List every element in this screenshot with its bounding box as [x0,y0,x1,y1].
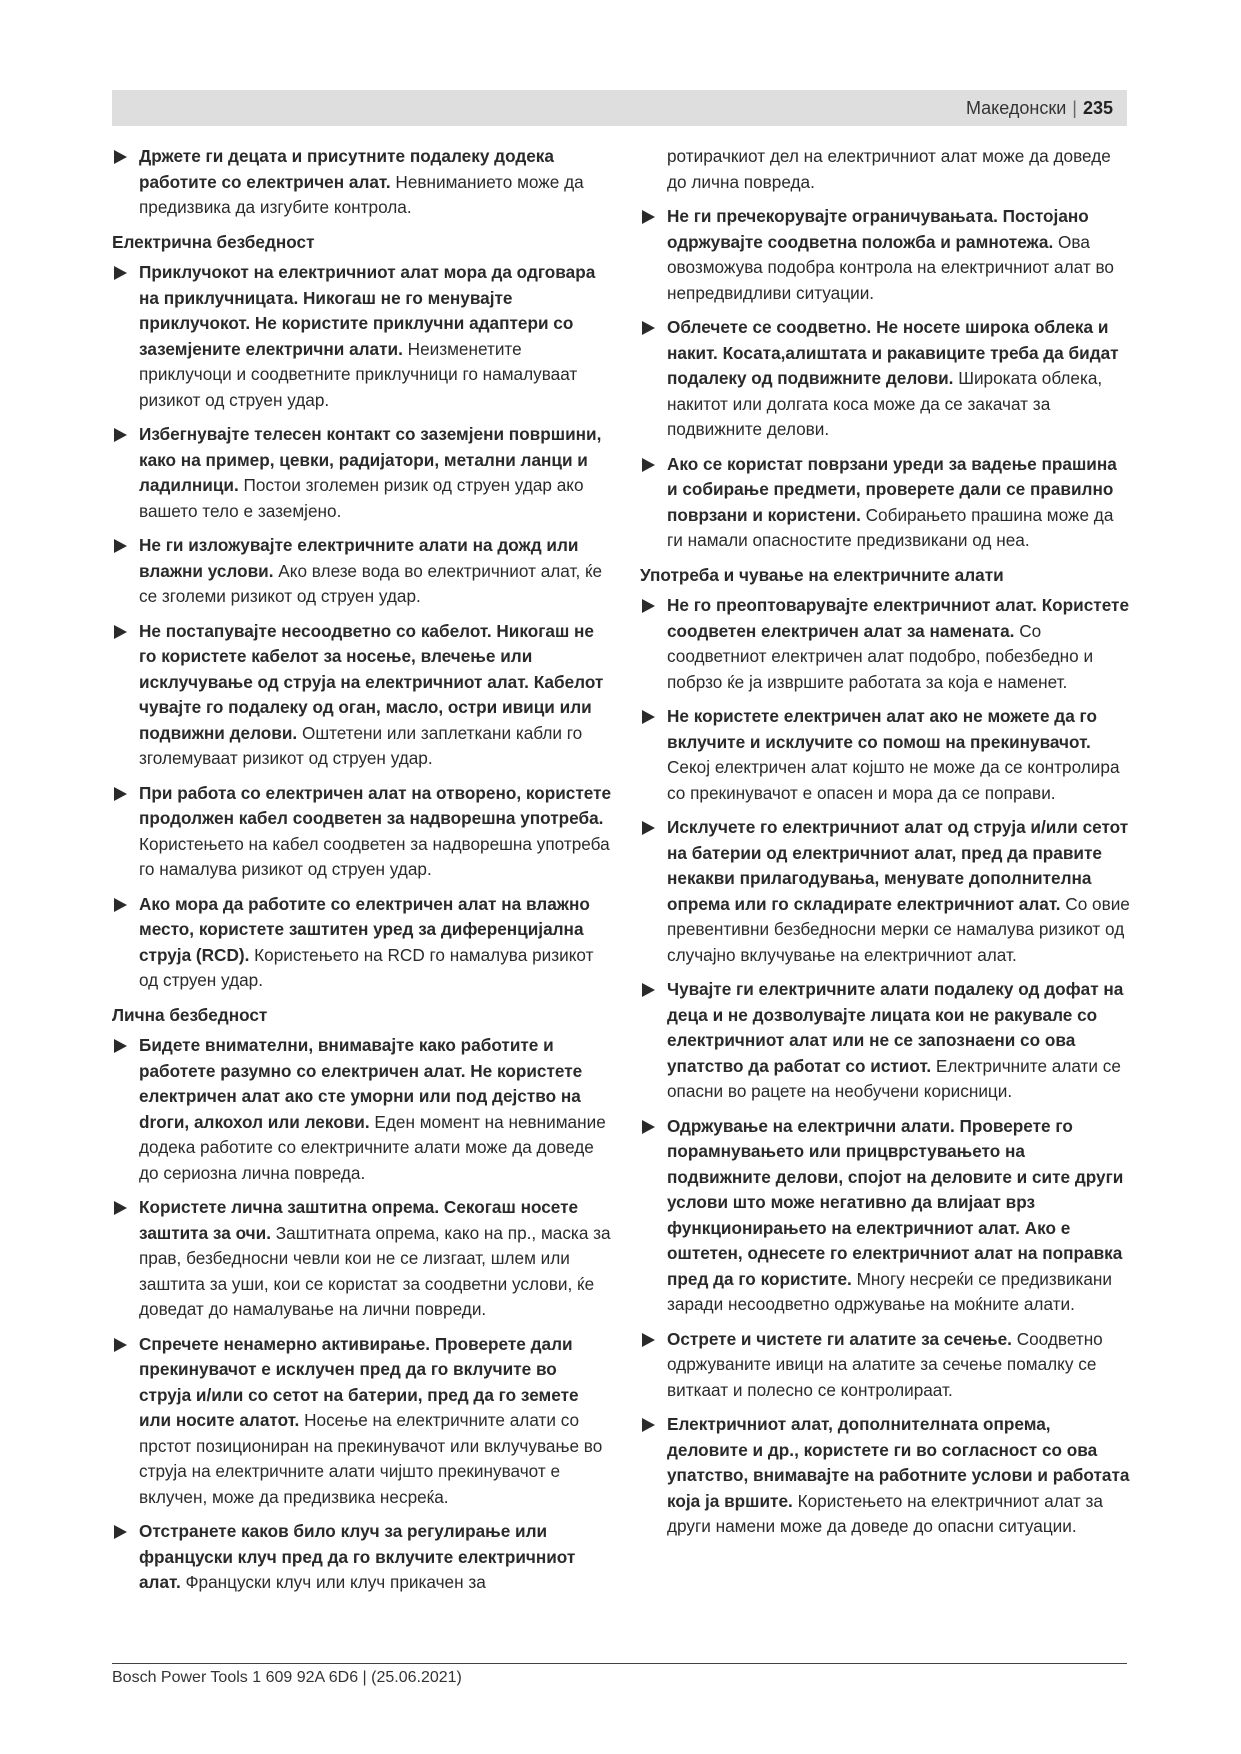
bullet-arrow-icon [114,1525,127,1539]
item-bold: Не го преоптоварувајте електричниот алат. Користете соодветен електричен алат за намената. [667,595,1130,641]
item-bold: Бидете внимателни, внимавајте како работите и работете разумно со електричен алат. Не користете електричен алат ако сте уморни или под дејство на droги, алкохол или лекови. [139,1035,583,1132]
bullet-arrow-icon [114,428,127,442]
item-text: Еден момент на невнимание додека работите со електричните алати може да доведе до сериозна лична повреда. [139,1111,606,1183]
item-text: Носење на електричните алати со прстот позициониран на прекинувачот или вклучување во струја на електричните алати чијшто прекинувачот е вклучен, може да предизвика несреќа. [139,1410,603,1507]
item-text: Со овие превентивни безбедносни мерки се намалува ризикот од случајно вклучување на електричниот алат. [667,893,1130,965]
safety-item [112,781,612,883]
section-heading-electrical: Електрична безбедност [112,231,315,252]
safety-item [112,1033,612,1186]
footer-text: Bosch Power Tools 1 609 92A 6D6 | (25.06.2021) [112,1669,462,1686]
safety-item [112,1332,612,1511]
item-bold: Спречете ненамерно активирање. Проверете дали прекинувачот е исклучен пред да го вклучите во струја и/или со сетот на батерии, пред да го земете или носите алатот. [139,1333,579,1430]
bullet-arrow-icon [642,210,655,224]
bullet-arrow-icon [114,1338,127,1352]
item-bold: Не ги пречекорувајте ограничувањата. Постојано одржувајте соодветна положба и рамнотежа. [667,206,1089,252]
item-text: Ако влезе вода во електричниот алат, ќе се зголеми ризикот од струен удар. [139,560,603,606]
item-text: Собирањето прашина може да ги намали опасностите предизвикани од неа. [667,504,1114,550]
bullet-arrow-icon [642,821,655,835]
item-bold: Држете ги децата и присутните подалеку додека работите со електричен алат. [139,146,554,192]
item-text: Невниманието може да предизвика да изгубите контрола. [139,171,584,217]
item-bold: Не постапувајте несоодветно со кабелот. Никогаш не го користете кабелот за носење, влечење или исклучување од струја на електричниот алат. Кабелот чувајте го подалеку од оган, масло, остри ивици или подвижни делови. [139,620,604,743]
bullet-arrow-icon [114,150,127,164]
safety-item [640,452,1130,554]
safety-item [112,619,612,772]
safety-item [640,204,1130,306]
header-text [966,98,1113,119]
item-bold: Користете лична заштитна опрема. Секогаш носете заштита за очи. [139,1197,579,1243]
item-text: Неизменетите приклучоци и соодветните приклучници го намалуваат ризикот од струен удар. [139,338,578,410]
header-separator: | [1072,98,1077,118]
safety-item [640,315,1130,443]
item-text: Заштитната опрема, како на пр., маска за прав, безбедносни чевли кои не се лизгаат, шлем или заштита за уши, кои се користат за соодветни услови, ќе доведат до намалување на лични повреди. [139,1222,611,1319]
item-text: Француски клуч или клуч прикачен за [180,1572,486,1592]
bullet-arrow-icon [114,1039,127,1053]
item-text: Многу несреќи се предизвикани заради несоодветно одржување на моќните алати. [667,1268,1113,1314]
safety-item [640,593,1130,695]
item-text: Постои зголемен ризик од струен удар ако вашето тело е заземјено. [139,475,584,521]
bullet-arrow-icon [114,625,127,639]
item-bold: Исклучете го електричниот алат од струја и/или сетот на батерии од електричниот алат, пред да правите некакви прилагодувања, менувате дополнителна опрема или го складирате електричниот алат. [667,817,1129,914]
safety-item [112,892,612,994]
footer-divider [112,1663,1127,1664]
bullet-arrow-icon [642,1120,655,1134]
bullet-arrow-icon [114,266,127,280]
item-bold: При работа со електричен алат на отворено, користете продолжен кабел соодветен за надворешна употреба. [139,782,612,828]
page-header [112,90,1127,126]
bullet-arrow-icon [642,599,655,613]
section-heading-usage: Употреба и чување на електричните алати [640,564,1004,585]
item-text: Користењето на RCD го намалува ризикот од струен удар. [139,944,594,990]
item-bold: Не користете електричен алат ако не можете да го вклучите и исклучите со помош на прекинувачот. [667,706,1097,752]
continuation-text: ротирачкиот дел на електричниот алат може да доведе до лична повреда. [667,146,1111,192]
item-bold: Одржување на електрични алати. Проверете го порамнувањето или прицврстувањето на подвижните делови, спојот на деловите и сите други услови што може негативно да влијаат врз функционирањето на електричниот алат. Ако е оштетен, однесете го електричниот алат на поправка пред да го користите. [667,1115,1124,1289]
safety-item [640,1114,1130,1318]
safety-item [112,1519,612,1596]
item-bold: Електричниот алат, дополнителната опрема, деловите и др., користете ги во согласност со ова упатство, внимавајте на работните услови и работата која ја вршите. [667,1414,1130,1511]
item-text: Користењето на кабел соодветен за надворешна употреба го намалува ризикот од струен удар. [139,833,610,879]
bullet-arrow-icon [642,1418,655,1432]
bullet-arrow-icon [642,710,655,724]
item-bold: Облечете се соодветно. Не носете широка облека и накит. Косата,алиштата и ракавиците треба да бидат подалеку од подвижните делови. [667,317,1119,388]
safety-item [640,815,1130,968]
safety-item [112,260,612,413]
item-bold: Чувајте ги електричните алати подалеку од дофат на деца и не дозволувајте лицата кои не ракувале со електричниот алат или не се запознаени со ова упатство да работат со истиот. [667,979,1124,1076]
bullet-arrow-icon [642,1333,655,1347]
right-column [640,144,1130,1549]
safety-item [112,422,612,524]
item-text: Ова овозможува подобра контрола на електричниот алат во непредвидливи ситуации. [667,231,1114,303]
item-text: Електричните алати се опасни во рацете на необучени корисници. [667,1055,1121,1101]
item-bold: Избегнувајте телесен контакт со заземјени површини, како на пример, цевки, радијатори, метални ланци и ладилници. [139,424,602,495]
item-bold: Приклучокот на електричниот алат мора да одговара на приклучницата. Никогаш не го менувајте приклучокот. Не користите приклучни адаптери со заземјените електрични алати. [139,262,596,359]
item-text: Широката облека, накитот или долгата коса може да се закачат за подвижните делови. [667,368,1103,439]
section-heading-personal: Лична безбедност [112,1004,268,1025]
safety-item [640,704,1130,806]
bullet-arrow-icon [114,1201,127,1215]
header-language: Македонски [965,98,1067,118]
bullet-arrow-icon [114,787,127,801]
safety-item [112,533,612,610]
bullet-arrow-icon [642,458,655,472]
left-column [112,144,612,1605]
page-number: 235 [1082,98,1113,118]
bullet-arrow-icon [642,983,655,997]
item-text: Оштетени или заплеткани кабли го зголемуваат ризикот од струен удар. [139,722,583,768]
item-bold: Острете и чистете ги алатите за сечење. [667,1328,1012,1349]
item-bold: Ако се користат поврзани уреди за вадење прашина и собирање предмети, проверете дали се правилно поврзани и користени. [667,453,1117,525]
item-bold: Ако мора да работите со електричен алат на влажно место, користете заштитен уред за диференцијална струја (RCD). [139,893,590,965]
item-bold: Отстранете каков било клуч за регулирање или француски клуч пред да го вклучите електричниот алат. [139,1521,576,1592]
safety-item [112,144,612,221]
safety-item [112,1195,612,1323]
safety-item [640,1327,1130,1404]
safety-item [640,1412,1130,1540]
safety-item [640,977,1130,1105]
item-text: Со соодветниот електричен алат подобро, побезбедно и побрзо ќе ја извршите работата за која е наменет. [667,620,1094,692]
item-text: Користењето на електричниот алат за други намени може да доведе до опасни ситуации. [667,1490,1103,1536]
bullet-arrow-icon [642,321,655,335]
bullet-arrow-icon [114,539,127,553]
bullet-arrow-icon [114,898,127,912]
item-text: Секој електричен алат којшто не може да се контролира со прекинувачот е опасен и мора да се поправи. [667,757,1120,803]
item-text: Соодветно одржуваните ивици на алатите за сечење помалку се виткаат и полесно се контролираат. [667,1328,1103,1400]
item-bold: Не ги изложувајте електричните алати на дожд или влажни услови. [139,535,579,581]
